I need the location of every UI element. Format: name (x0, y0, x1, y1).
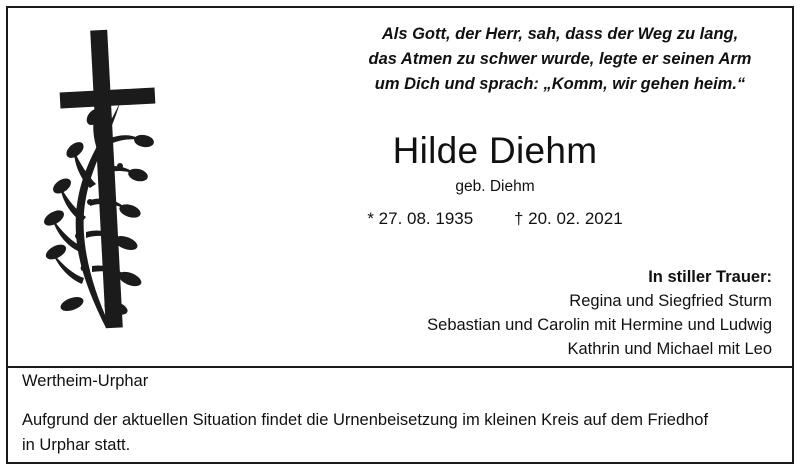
deceased-block (200, 132, 790, 229)
notice-line-2: in Urphar statt. (22, 435, 131, 454)
birth-date: * 27. 08. 1935 (367, 208, 474, 228)
mourners-heading: In stiller Trauer: (648, 268, 772, 286)
maiden-name: geb. Diehm (455, 177, 535, 195)
verse-line-3: um Dich und sprach: „Komm, wir gehen heim.“ (374, 74, 746, 93)
deceased-name: Hilde Diehm (392, 130, 598, 171)
place-name: Wertheim-Urphar (22, 372, 149, 390)
death-date: † 20. 02. 2021 (513, 208, 623, 228)
mourner-line: Regina und Siegfried Sturm (569, 291, 772, 310)
horizontal-divider (8, 366, 792, 368)
mourner-line: Sebastian und Carolin mit Hermine und Ludwig (427, 315, 772, 334)
mourner-line: Kathrin und Michael mit Leo (567, 339, 772, 358)
memorial-verse (340, 22, 780, 96)
funeral-notice (22, 408, 777, 458)
notice-line-1: Aufgrund der aktuellen Situation findet die Urnenbeisetzung im kleinen Kreis auf dem Friedhof (22, 411, 709, 429)
verse-line-2: das Atmen zu schwer wurde, legte er seinen Arm (368, 49, 752, 68)
cross-with-vine-icon (20, 16, 200, 346)
life-dates (200, 209, 790, 229)
mourners-block (252, 266, 772, 362)
verse-line-1: Als Gott, der Herr, sah, dass der Weg zu lang, (381, 25, 739, 43)
